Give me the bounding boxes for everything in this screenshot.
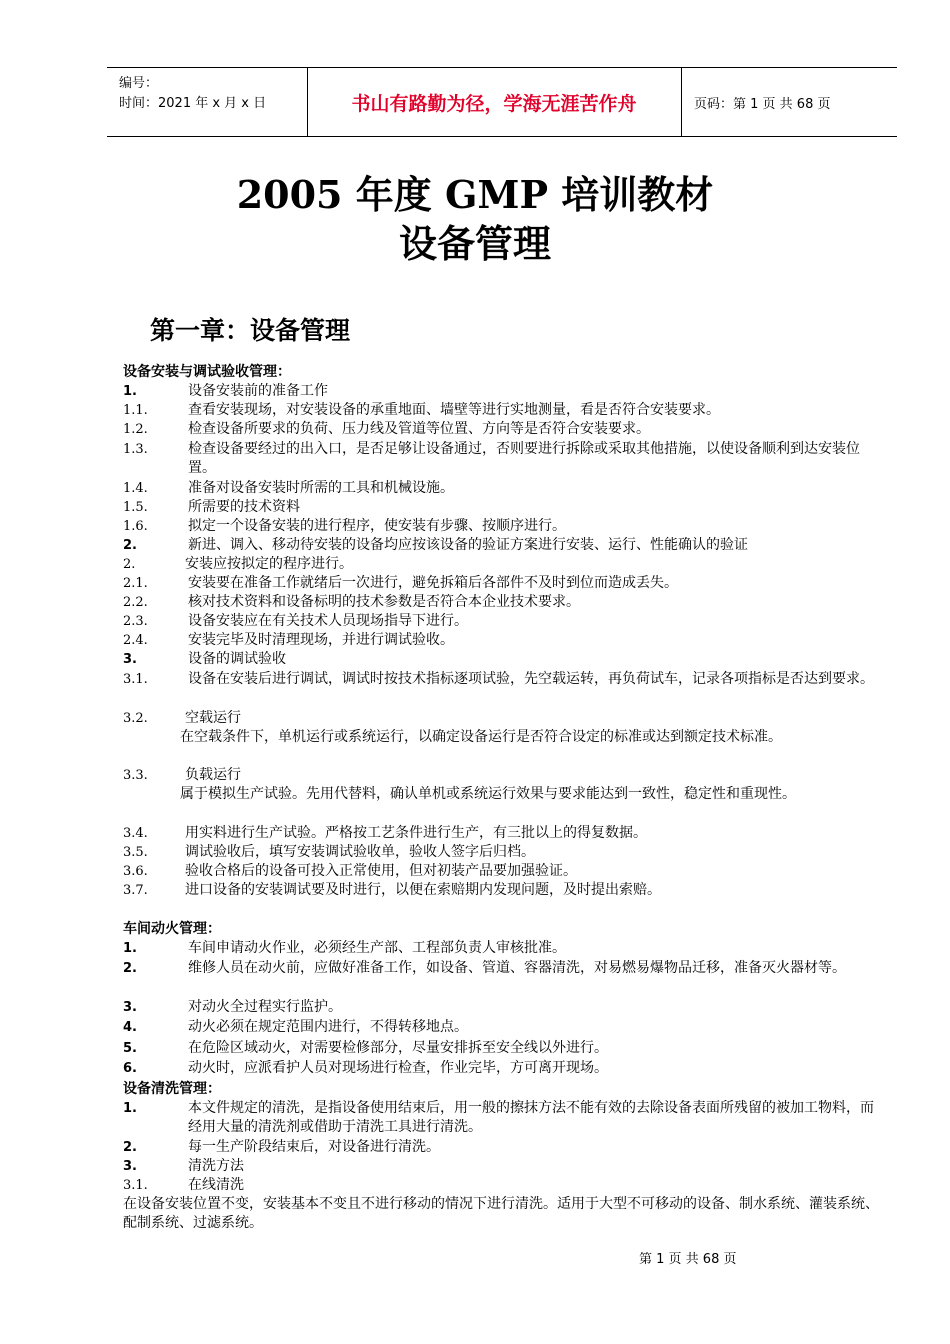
page-header [107, 67, 897, 137]
document-title: 2005 年度 GMP 培训教材 [236, 172, 714, 217]
section-heading-cleaning: 设备清洗管理： [123, 1081, 221, 1097]
list-item-detail: 在空载条件下，单机运行或系统运行，以确定设备运行是否符合设定的标准或达到额定技术标准。 [180, 729, 782, 745]
section-heading-hotwork: 车间动火管理： [123, 921, 221, 937]
page-footer: 第 1 页 共 68 页 [639, 1252, 737, 1267]
header-motto: 书山有路勤为径，学海无涯苦作舟 [307, 68, 682, 136]
number-label: 编号： [119, 76, 159, 91]
section-heading-install: 设备安装与调试验收管理： [123, 364, 291, 380]
paragraph: 在设备安装位置不变，安装基本不变且不进行移动的情况下进行清洗。适用于大型不可移动的设备、制水系统、灌装系统、配制系统、过滤系统。 [123, 1196, 879, 1231]
document-subtitle: 设备管理 [398, 221, 551, 266]
header-meta [107, 68, 308, 136]
list-item-detail: 属于模拟生产试验。先用代替料，确认单机或系统运行效果与要求能达到一致性，稳定性和重现性。 [180, 786, 796, 802]
time-label: 时间：2021 年 x 月 x 日 [119, 96, 267, 111]
chapter-heading: 第一章：设备管理 [150, 316, 351, 345]
header-page-label: 页码：第 1 页 共 68 页 [694, 96, 831, 112]
